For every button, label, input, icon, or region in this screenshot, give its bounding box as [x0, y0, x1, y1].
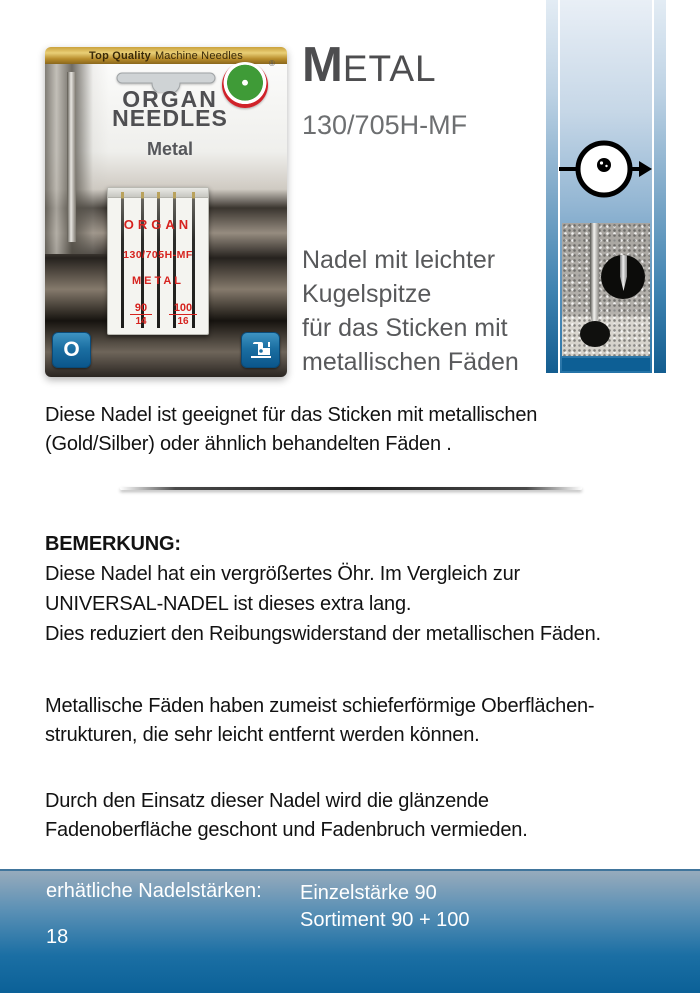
note-paragraph-3: [45, 787, 528, 845]
intro-line: (Gold/Silber) oder ähnlich behandelten Fäden .: [45, 433, 452, 455]
note-line: Fadenoberfläche geschont und Fadenbruch vermieden.: [45, 819, 528, 841]
organ-o-icon: [52, 332, 91, 368]
package-top-banner: [45, 47, 287, 64]
description-line: für das Sticken mit: [302, 314, 508, 342]
description-line: metallischen Fäden: [302, 348, 519, 376]
ballpoint-symbol-icon: [557, 136, 655, 207]
sidebar-panel-footer: [562, 358, 650, 371]
needle-tip: [620, 255, 627, 291]
needle-case: [107, 187, 209, 335]
note-line: strukturen, die sehr leicht entfernt werden können.: [45, 724, 480, 746]
page-title: [302, 38, 437, 92]
organ-o-label: O: [63, 338, 80, 361]
note-line: Metallische Fäden haben zumeist schieferförmige Oberflächen-: [45, 695, 595, 717]
size-group-100: [163, 298, 203, 327]
size-metric: 100: [169, 302, 197, 315]
sidebar-graphic: [546, 0, 670, 373]
section-divider: [120, 487, 582, 490]
intro-line: Diese Nadel ist geeignet für das Sticken mit metallischen: [45, 404, 538, 426]
note-line: Durch den Einsatz dieser Nadel wird die glänzende: [45, 790, 489, 812]
needle-tip-inset: [601, 255, 645, 299]
presser-bar: [67, 72, 76, 242]
note-line: Dies reduziert den Reibungswiderstand der metallischen Fäden.: [45, 623, 601, 645]
needle-description: [302, 243, 519, 379]
package-variant-label: Metal: [146, 139, 193, 159]
brand-line1: ORGAN: [122, 86, 218, 112]
photo-needle-shaft: [590, 223, 599, 335]
sewing-machine-icon: [241, 332, 280, 368]
needle-system-code: 130/705H-MF: [302, 110, 468, 140]
size-metric: 90: [130, 302, 152, 315]
footer-bar: [0, 869, 700, 993]
page-number: 18: [46, 926, 69, 948]
product-package-image: [45, 47, 287, 377]
note-section: [45, 529, 601, 649]
description-line: Kugelspitze: [302, 280, 432, 308]
intro-paragraph: [45, 401, 537, 459]
title-initial: M: [302, 38, 343, 92]
case-brand-text: ORGAN: [123, 217, 193, 232]
needle-in-fabric-photo: [562, 223, 650, 356]
note-paragraph-2: [45, 692, 594, 750]
available-sizes-label: erhätliche Nadelstärken:: [46, 880, 262, 902]
note-line: UNIVERSAL-NADEL ist dieses extra lang.: [45, 593, 412, 615]
size-imperial: 16: [177, 316, 189, 327]
title-rest: ETAL: [342, 48, 437, 89]
available-sizes-values: [300, 880, 470, 934]
size-group-90: [121, 298, 161, 327]
needle-entry-hole: [580, 321, 610, 347]
size-value-line: Sortiment 90 + 100: [300, 909, 470, 931]
sidebar-right-strip: [654, 0, 666, 373]
note-heading: BEMERKUNG:: [45, 533, 181, 555]
brand-line2: NEEDLES: [112, 105, 228, 131]
registered-mark: ®: [269, 59, 275, 68]
note-line: Diese Nadel hat ein vergrößertes Öhr. Im Vergleich zur: [45, 563, 520, 585]
description-line: Nadel mit leichter: [302, 246, 496, 274]
organ-quality-seal-icon: [222, 62, 268, 108]
case-type-text: METAL: [131, 275, 185, 287]
banner-text-regular: Machine Needles: [154, 49, 243, 62]
size-imperial: 14: [135, 316, 147, 327]
case-system-text: 130/705H-MF: [123, 249, 193, 261]
sidebar-panel: [560, 0, 652, 373]
size-value-line: Einzelstärke 90: [300, 882, 437, 904]
banner-text-bold: Top Quality: [89, 49, 151, 62]
